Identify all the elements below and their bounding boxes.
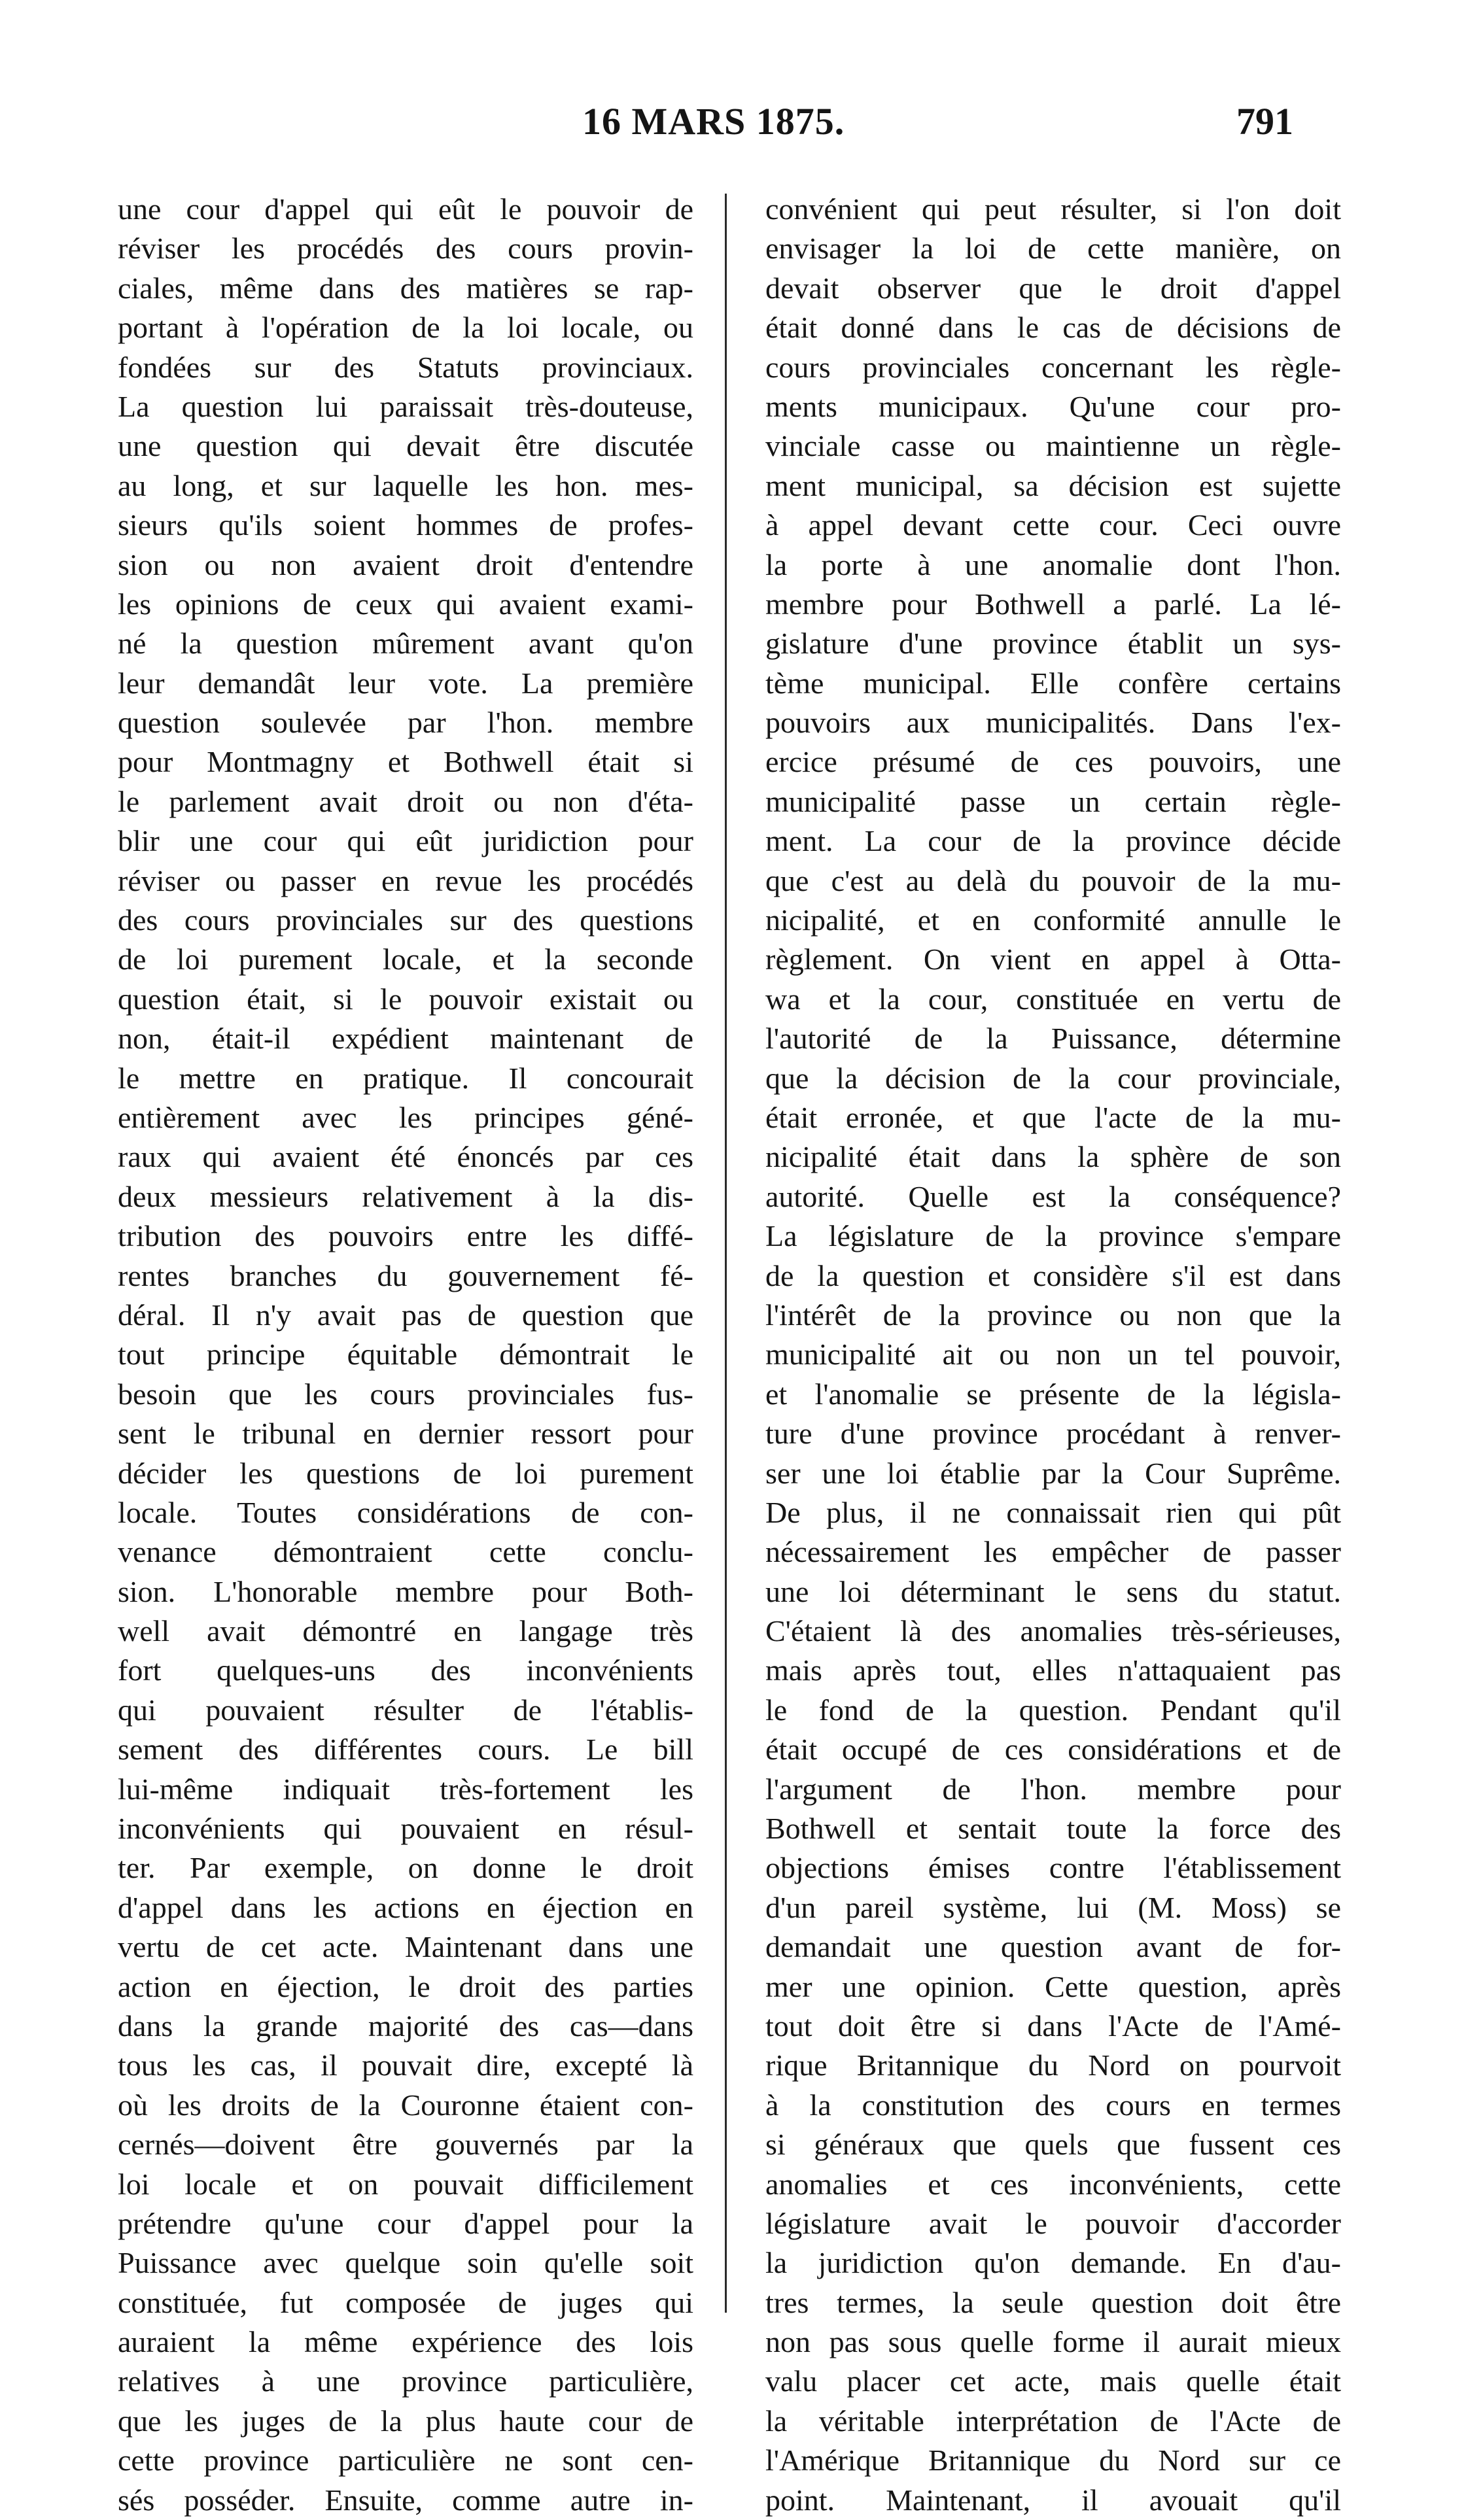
text-line: les opinions de ceux qui avaient exami- [118, 587, 693, 621]
text-line: d'appel dans les actions en éjection en [118, 1890, 693, 1924]
text-line: ment. La cour de la province décide [765, 824, 1341, 858]
text-line: anomalies et ces inconvénients, cette [765, 2167, 1341, 2201]
text-line: besoin que les cours provinciales fus- [118, 1377, 693, 1411]
text-line: fort quelques-uns des inconvénients [118, 1653, 693, 1687]
text-line: règlement. On vient en appel à Otta- [765, 942, 1341, 976]
text-line: nécessairement les empêcher de passer [765, 1535, 1341, 1569]
text-line: Bothwell et sentait toute la force des [765, 1812, 1341, 1846]
text-line: déral. Il n'y avait pas de question que [118, 1298, 693, 1332]
text-line: pouvoirs aux municipalités. Dans l'ex- [765, 706, 1341, 740]
text-line: valu placer cet acte, mais quelle était [765, 2364, 1341, 2398]
text-line: sement des différentes cours. Le bill [118, 1733, 693, 1767]
text-line: pour Montmagny et Bothwell était si [118, 745, 693, 779]
text-line: envisager la loi de cette manière, on [765, 232, 1341, 266]
text-line: que les juges de la plus haute cour de [118, 2404, 693, 2438]
text-line: l'Amérique Britannique du Nord sur ce [765, 2443, 1341, 2477]
text-line: sion ou non avaient droit d'entendre [118, 547, 693, 581]
text-line: vertu de cet acte. Maintenant dans une [118, 1930, 693, 1964]
text-line: devait observer que le droit d'appel [765, 271, 1341, 305]
text-line: la véritable interprétation de l'Acte de [765, 2404, 1341, 2438]
text-line: ment municipal, sa décision est sujette [765, 468, 1341, 502]
text-line: au long, et sur laquelle les hon. mes- [118, 468, 693, 502]
text-line: né la question mûrement avant qu'on [118, 627, 693, 661]
text-line: constituée, fut composée de juges qui [118, 2285, 693, 2319]
text-line: C'étaient là des anomalies très-sérieuses, [765, 1614, 1341, 1648]
text-line: à appel devant cette cour. Ceci ouvre [765, 508, 1341, 542]
text-line: vinciale casse ou maintienne un règle- [765, 429, 1341, 463]
text-line: décider les questions de loi purement [118, 1456, 693, 1490]
header-date: 16 MARS 1875. [582, 100, 845, 143]
text-line: que c'est au delà du pouvoir de la mu- [765, 863, 1341, 897]
text-line: non pas sous quelle forme il aurait mieux [765, 2325, 1341, 2359]
text-line: entièrement avec les principes géné- [118, 1100, 693, 1134]
text-line: réviser les procédés des cours provin- [118, 232, 693, 266]
text-line: portant à l'opération de la loi locale, ou [118, 311, 693, 345]
text-line: législature avait le pouvoir d'accorder [765, 2206, 1341, 2240]
text-line: d'un pareil système, lui (M. Moss) se [765, 1890, 1341, 1924]
text-line: blir une cour qui eût juridiction pour [118, 824, 693, 858]
text-line: et l'anomalie se présente de la législa- [765, 1377, 1341, 1411]
page-header [0, 99, 1466, 158]
text-line: well avait démontré en langage très [118, 1614, 693, 1648]
text-line: à la constitution des cours en termes [765, 2088, 1341, 2122]
text-line: l'intérêt de la province ou non que la [765, 1298, 1341, 1332]
text-line: l'argument de l'hon. membre pour [765, 1772, 1341, 1806]
text-line: la juridiction qu'on demande. En d'au- [765, 2246, 1341, 2280]
text-line: ter. Par exemple, on donne le droit [118, 1851, 693, 1885]
text-line: venance démontraient cette conclu- [118, 1535, 693, 1569]
text-line: deux messieurs relativement à la dis- [118, 1179, 693, 1213]
text-line: raux qui avaient été énoncés par ces [118, 1140, 693, 1174]
text-line: prétendre qu'une cour d'appel pour la [118, 2206, 693, 2240]
text-line: leur demandât leur vote. La première [118, 666, 693, 700]
text-line: était occupé de ces considérations et de [765, 1733, 1341, 1767]
text-line: municipalité ait ou non un tel pouvoir, [765, 1338, 1341, 1372]
text-line: action en éjection, le droit des parties [118, 1969, 693, 2003]
text-line: De plus, il ne connaissait rien qui pût [765, 1495, 1341, 1529]
text-line: convénient qui peut résulter, si l'on doit [765, 192, 1341, 226]
text-line: sés posséder. Ensuite, comme autre in- [118, 2483, 693, 2517]
text-line: ercice présumé de ces pouvoirs, une [765, 745, 1341, 779]
text-line: réviser ou passer en revue les procédés [118, 863, 693, 897]
text-line: ciales, même dans des matières se rap- [118, 271, 693, 305]
right-column [765, 190, 1341, 2520]
text-line: cours provinciales concernant les règle- [765, 350, 1341, 384]
text-line: que la décision de la cour provinciale, [765, 1061, 1341, 1095]
text-line: la porte à une anomalie dont l'hon. [765, 547, 1341, 581]
text-line: relatives à une province particulière, [118, 2364, 693, 2398]
text-line: loi locale et on pouvait difficilement [118, 2167, 693, 2201]
text-line: cernés—doivent être gouvernés par la [118, 2128, 693, 2162]
text-line: ture d'une province procédant à renver- [765, 1417, 1341, 1451]
text-line: tous les cas, il pouvait dire, excepté là [118, 2048, 693, 2082]
text-line: le mettre en pratique. Il concourait [118, 1061, 693, 1095]
text-line: question soulevée par l'hon. membre [118, 706, 693, 740]
text-line: wa et la cour, constituée en vertu de [765, 982, 1341, 1016]
text-line: autorité. Quelle est la conséquence? [765, 1179, 1341, 1213]
text-line: tème municipal. Elle confère certains [765, 666, 1341, 700]
left-column [118, 190, 693, 2520]
column-divider [725, 194, 727, 2313]
text-line: La question lui paraissait très-douteuse, [118, 389, 693, 423]
text-line: le fond de la question. Pendant qu'il [765, 1693, 1341, 1727]
text-line: était donné dans le cas de décisions de [765, 311, 1341, 345]
text-line: dans la grande majorité des cas—dans [118, 2009, 693, 2043]
text-line: une loi déterminant le sens du statut. [765, 1574, 1341, 1608]
text-line: l'autorité de la Puissance, détermine [765, 1022, 1341, 1056]
text-line: une question qui devait être discutée [118, 429, 693, 463]
text-line: le parlement avait droit ou non d'éta- [118, 784, 693, 818]
text-line: rique Britannique du Nord on pourvoit [765, 2048, 1341, 2082]
text-line: La législature de la province s'empare [765, 1219, 1341, 1253]
text-line: sent le tribunal en dernier ressort pour [118, 1417, 693, 1451]
text-line: était erronée, et que l'acte de la mu- [765, 1100, 1341, 1134]
text-line: gislature d'une province établit un sys- [765, 627, 1341, 661]
text-line: municipalité passe un certain règle- [765, 784, 1341, 818]
text-line: tout doit être si dans l'Acte de l'Amé- [765, 2009, 1341, 2043]
text-line: où les droits de la Couronne étaient con- [118, 2088, 693, 2122]
text-line: question était, si le pouvoir existait ou [118, 982, 693, 1016]
text-line: rentes branches du gouvernement fé- [118, 1258, 693, 1292]
text-line: inconvénients qui pouvaient en résul- [118, 1812, 693, 1846]
text-line: sieurs qu'ils soient hommes de profes- [118, 508, 693, 542]
text-line: point. Maintenant, il avouait qu'il [765, 2483, 1341, 2517]
text-line: si généraux que quels que fussent ces [765, 2128, 1341, 2162]
text-line: auraient la même expérience des lois [118, 2325, 693, 2359]
text-line: locale. Toutes considérations de con- [118, 1495, 693, 1529]
page-number: 791 [1236, 100, 1293, 143]
text-line: de la question et considère s'il est dans [765, 1258, 1341, 1292]
text-line: mais après tout, elles n'attaquaient pas [765, 1653, 1341, 1687]
text-line: sion. L'honorable membre pour Both- [118, 1574, 693, 1608]
text-line: Puissance avec quelque soin qu'elle soit [118, 2246, 693, 2280]
text-line: tres termes, la seule question doit être [765, 2285, 1341, 2319]
text-line: tout principe équitable démontrait le [118, 1338, 693, 1372]
text-line: qui pouvaient résulter de l'établis- [118, 1693, 693, 1727]
text-line: nicipalité était dans la sphère de son [765, 1140, 1341, 1174]
text-line: fondées sur des Statuts provinciaux. [118, 350, 693, 384]
text-line: lui-même indiquait très-fortement les [118, 1772, 693, 1806]
text-line: nicipalité, et en conformité annulle le [765, 903, 1341, 937]
text-line: cette province particulière ne sont cen- [118, 2443, 693, 2477]
text-line: des cours provinciales sur des questions [118, 903, 693, 937]
text-line: de loi purement locale, et la seconde [118, 942, 693, 976]
text-line: non, était-il expédient maintenant de [118, 1022, 693, 1056]
text-line: tribution des pouvoirs entre les diffé- [118, 1219, 693, 1253]
text-line: objections émises contre l'établissement [765, 1851, 1341, 1885]
text-line: ser une loi établie par la Cour Suprême. [765, 1456, 1341, 1490]
text-line: mer une opinion. Cette question, après [765, 1969, 1341, 2003]
text-line: ments municipaux. Qu'une cour pro- [765, 389, 1341, 423]
text-line: membre pour Bothwell a parlé. La lé- [765, 587, 1341, 621]
text-line: demandait une question avant de for- [765, 1930, 1341, 1964]
text-line: une cour d'appel qui eût le pouvoir de [118, 192, 693, 226]
